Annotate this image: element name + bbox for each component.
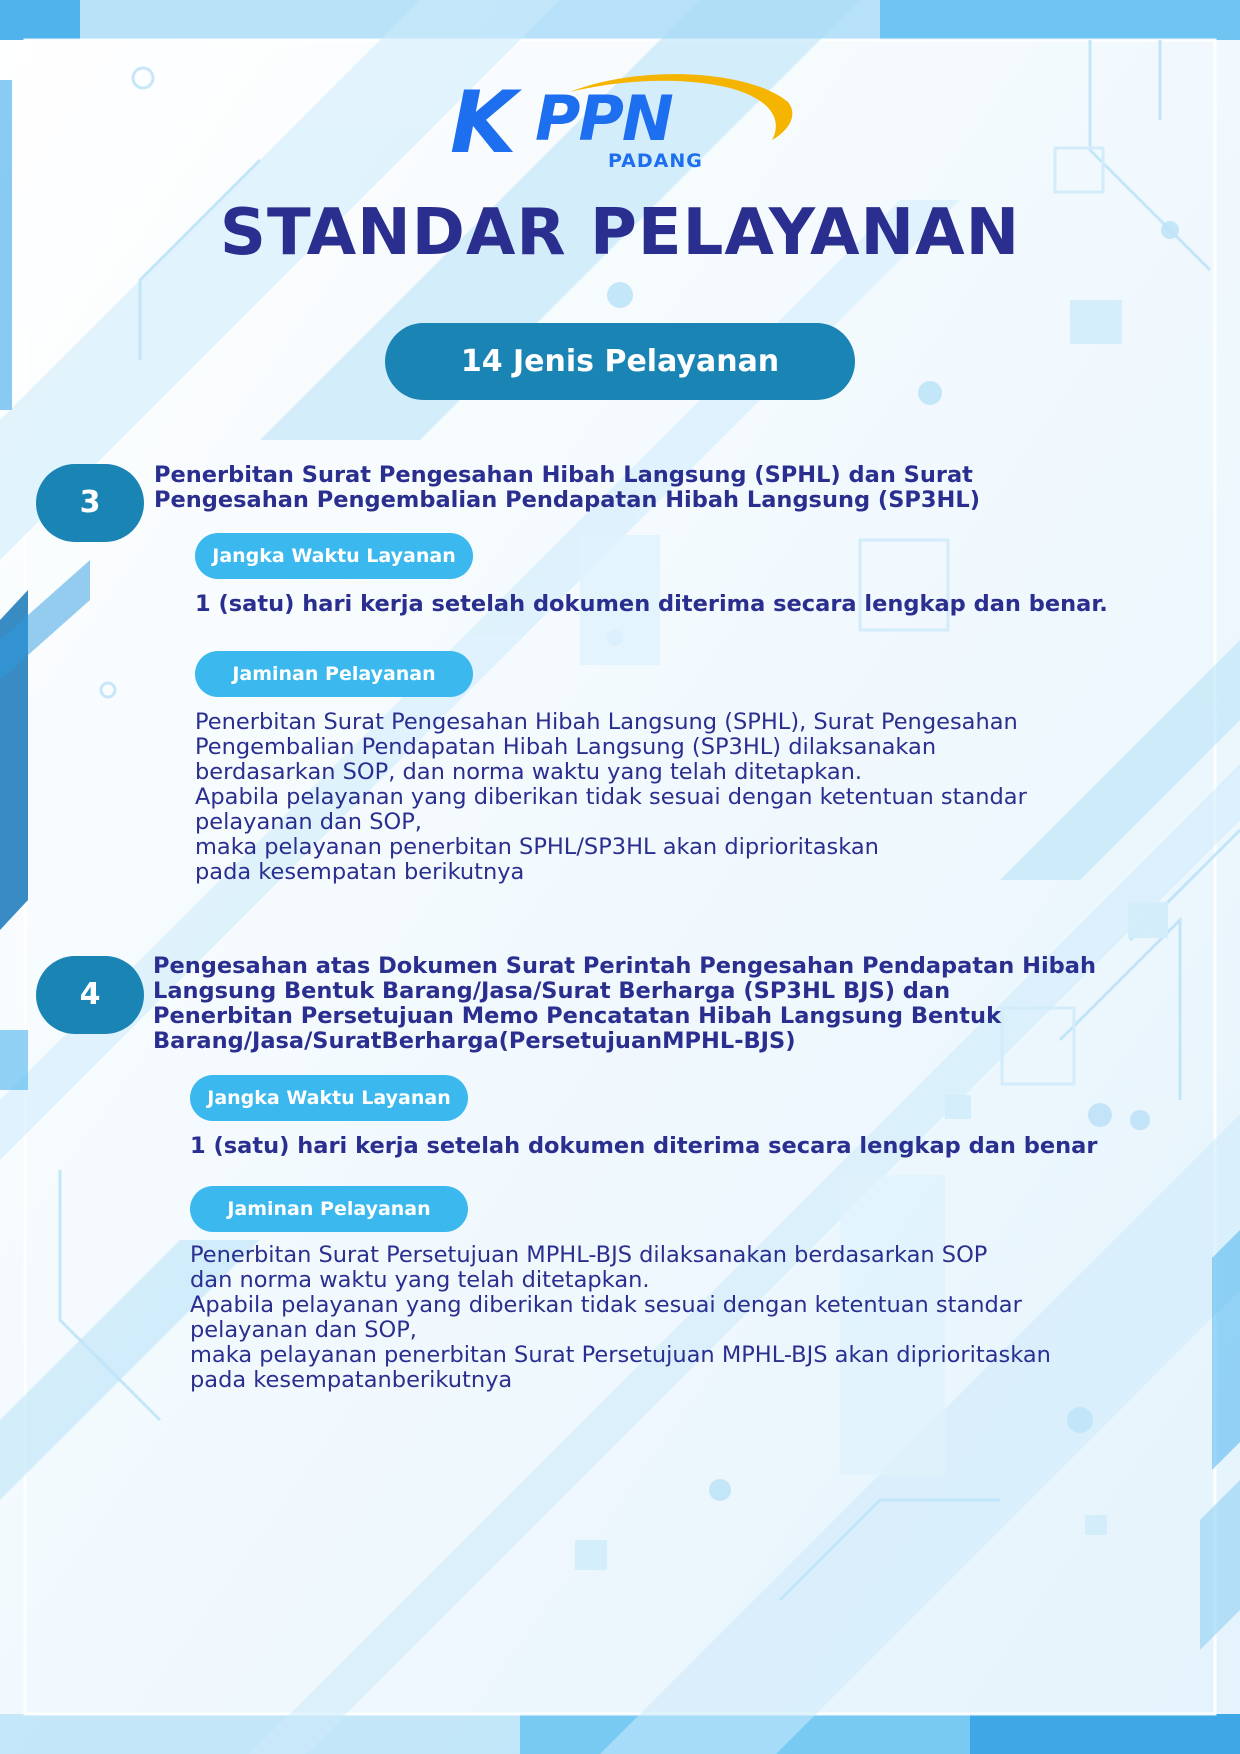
service-number-badge: 4 [36, 956, 144, 1034]
duration-label: Jangka Waktu Layanan [195, 533, 473, 579]
guarantee-text [195, 710, 1215, 885]
guarantee-line: Penerbitan Surat Pengesahan Hibah Langsung (SPHL), Surat Pengesahan [195, 709, 1018, 735]
guarantee-line: berdasarkan SOP, dan norma waktu yang telah ditetapkan. [195, 759, 863, 785]
service-title-line: Pengesahan atas Dokumen Surat Perintah Pengesahan Pendapatan Hibah [153, 953, 1096, 979]
logo-letter-k: K [450, 73, 513, 173]
service-title-line: Langsung Bentuk Barang/Jasa/Surat Berharga (SP3HL BJS) dan [153, 978, 951, 1004]
service-title [154, 463, 1214, 513]
guarantee-label: Jaminan Pelayanan [195, 651, 473, 697]
service-title-line: Barang/Jasa/SuratBerharga(PersetujuanMPHL-BJS) [153, 1028, 796, 1054]
guarantee-line: maka pelayanan penerbitan Surat Persetujuan MPHL-BJS akan diprioritaskan [190, 1342, 1051, 1368]
guarantee-line: Apabila pelayanan yang diberikan tidak sesuai dengan ketentuan standar [195, 784, 1027, 810]
page-title: STANDAR PELAYANAN [219, 196, 1021, 270]
service-title-line: Penerbitan Surat Pengesahan Hibah Langsung (SPHL) dan Surat [154, 462, 973, 488]
service-title-line: Pengesahan Pengembalian Pendapatan Hibah Langsung (SP3HL) [154, 487, 981, 513]
service-number-badge: 3 [36, 464, 144, 542]
guarantee-line: Pengembalian Pendapatan Hibah Langsung (SP3HL) dilaksanakan [195, 734, 937, 760]
guarantee-text [190, 1243, 1220, 1393]
duration-label: Jangka Waktu Layanan [190, 1075, 468, 1121]
service-title [153, 954, 1223, 1054]
duration-text: 1 (satu) hari kerja setelah dokumen diterima secara lengkap dan benar [190, 1133, 1098, 1159]
guarantee-line: pada kesempatanberikutnya [190, 1367, 513, 1393]
duration-text: 1 (satu) hari kerja setelah dokumen diterima secara lengkap dan benar. [195, 591, 1108, 617]
guarantee-line: Apabila pelayanan yang diberikan tidak sesuai dengan ketentuan standar [190, 1292, 1022, 1318]
guarantee-line: maka pelayanan penerbitan SPHL/SP3HL akan diprioritaskan [195, 834, 879, 860]
guarantee-line: Penerbitan Surat Persetujuan MPHL-BJS dilaksanakan berdasarkan SOP [190, 1242, 988, 1268]
guarantee-line: pada kesempatan berikutnya [195, 859, 525, 885]
kppn-padang-logo [440, 70, 800, 180]
guarantee-line: pelayanan dan SOP, [195, 809, 422, 835]
guarantee-line: dan norma waktu yang telah ditetapkan. [190, 1267, 650, 1293]
service-count-badge: 14 Jenis Pelayanan [385, 323, 855, 400]
guarantee-line: pelayanan dan SOP, [190, 1317, 417, 1343]
service-title-line: Penerbitan Persetujuan Memo Pencatatan Hibah Langsung Bentuk [153, 1003, 1002, 1029]
logo-letters-ppn: PPN [535, 82, 672, 155]
logo-subtitle: PADANG [608, 150, 703, 172]
guarantee-label: Jaminan Pelayanan [190, 1186, 468, 1232]
